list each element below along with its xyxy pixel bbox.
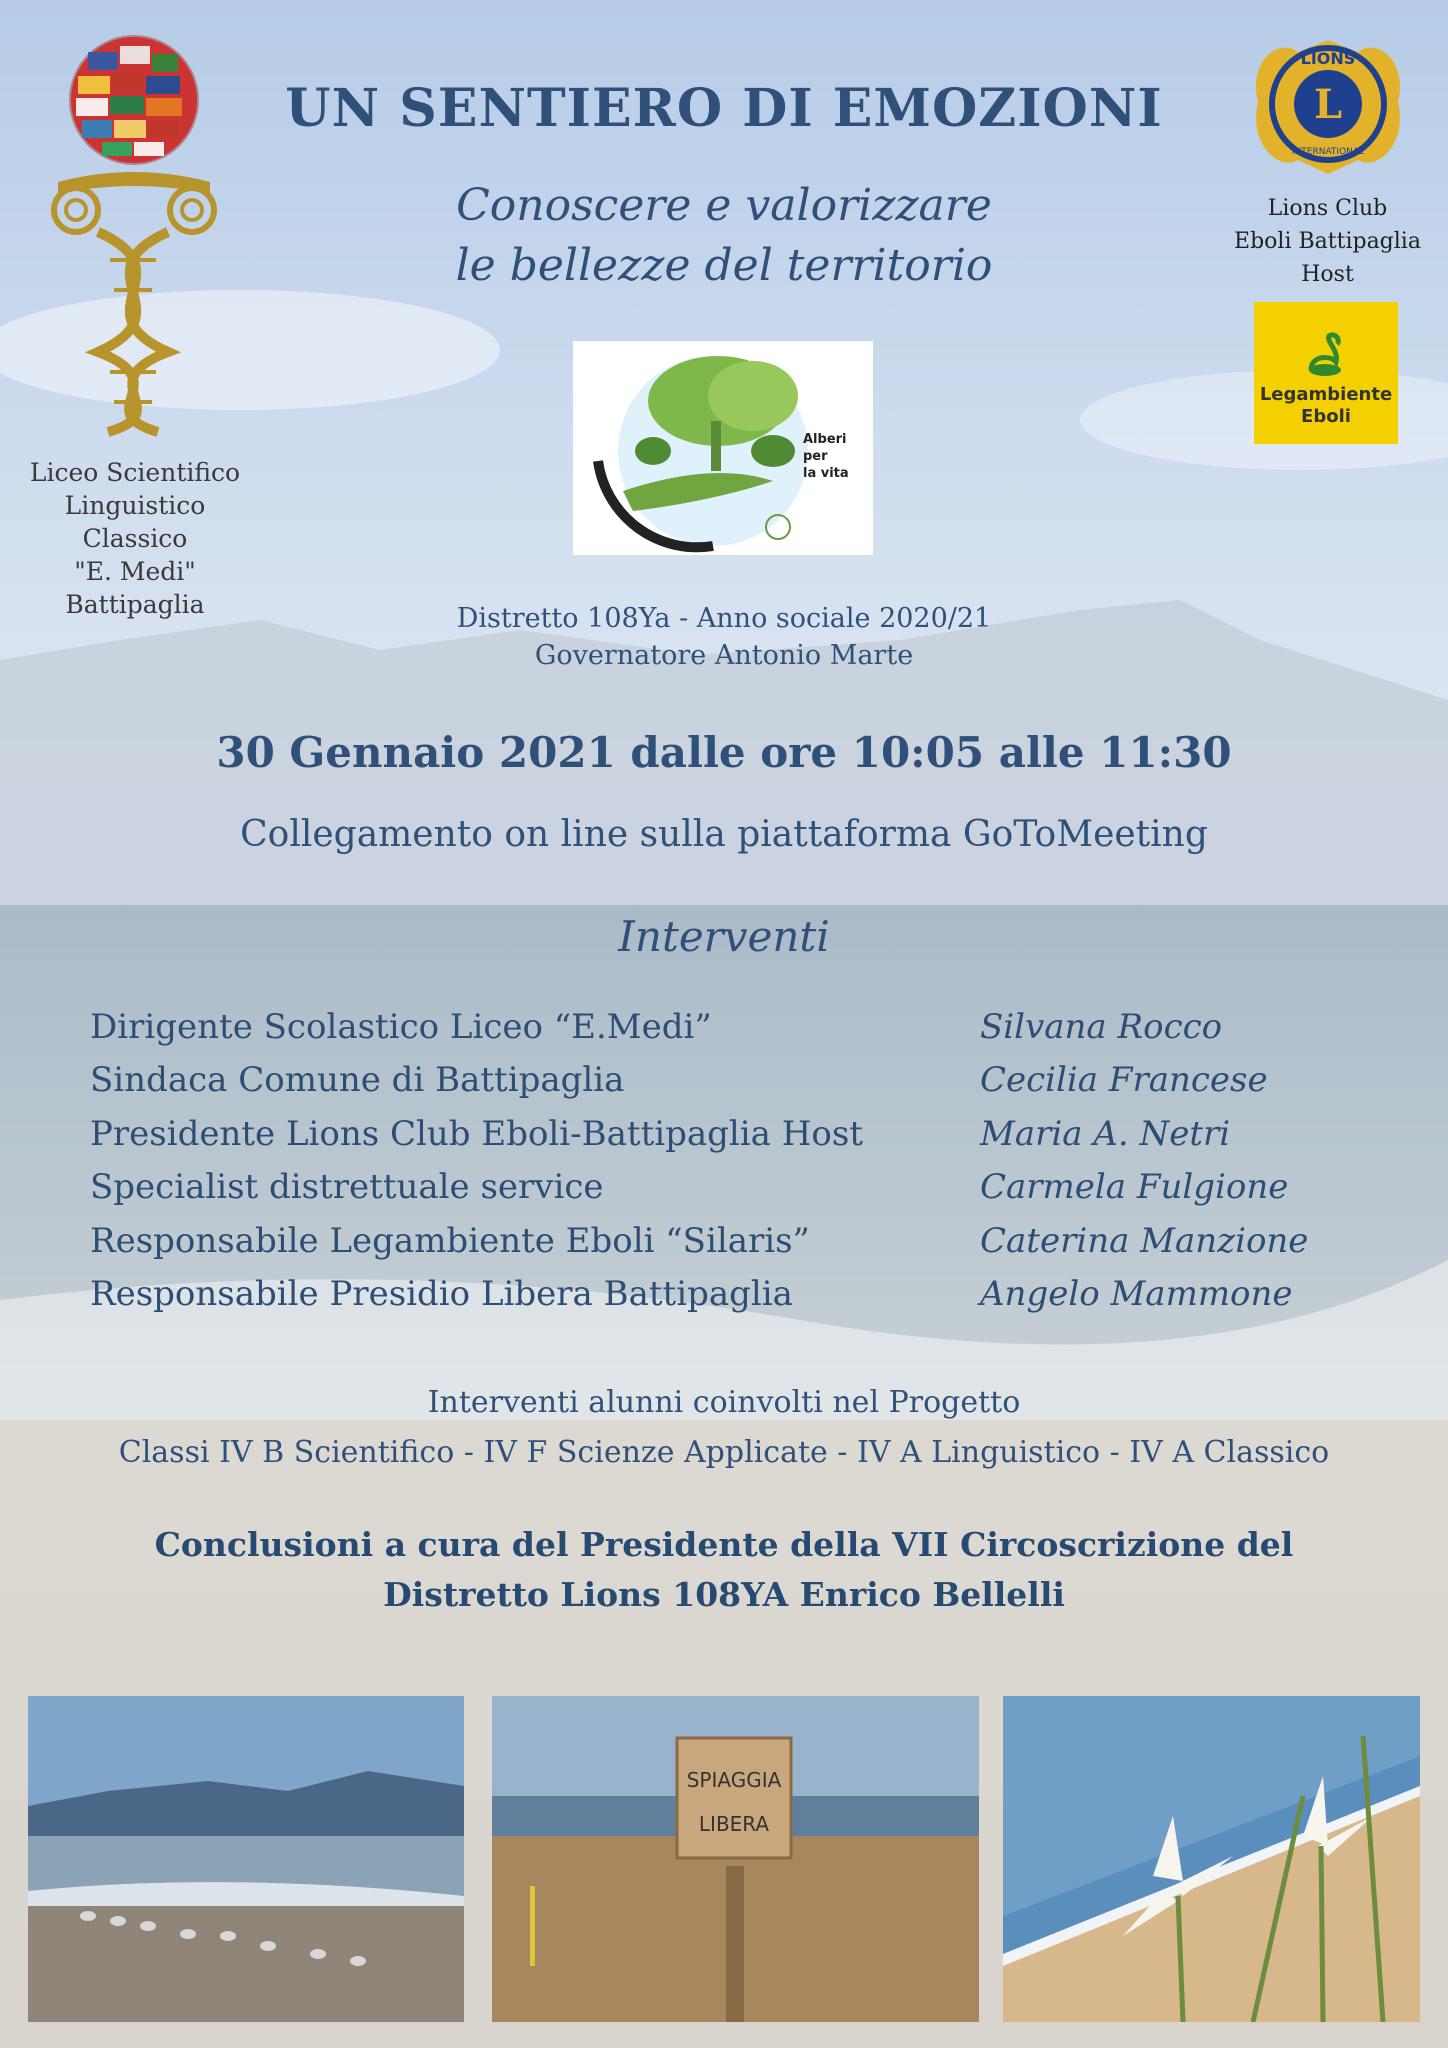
conclusions-line: Distretto Lions 108YA Enrico Bellelli (383, 1575, 1065, 1614)
district-line: Distretto 108Ya - Anno sociale 2020/21 (456, 603, 992, 634)
lions-label-line: Eboli Battipaglia Host (1234, 229, 1421, 287)
liceo-label-line: Linguistico (64, 491, 206, 520)
conclusions-info (100, 1520, 1348, 1620)
speaker-role: Dirigente Scolastico Liceo “E.Medi” (90, 1006, 712, 1047)
sign-line: LIBERA (698, 1812, 770, 1836)
district-info (300, 600, 1148, 674)
liceo-label-line: Classico (82, 524, 188, 553)
speaker-row (90, 1161, 1390, 1215)
interventi-heading: Interventi (618, 912, 830, 961)
liceo-label-line: Liceo Scientifico (29, 458, 241, 487)
students-info (40, 1378, 1408, 1478)
alberi-per-la-vita-logo (573, 341, 873, 555)
speaker-row (90, 1000, 1390, 1054)
speaker-name: Maria A. Netri (980, 1113, 1231, 1154)
spiaggia-libera-photo (492, 1696, 979, 2022)
speaker-row (90, 1214, 1390, 1268)
poster-subtitle (280, 176, 1168, 296)
speaker-role: Responsabile Presidio Libera Battipaglia (90, 1274, 793, 1315)
students-line: Interventi alunni coinvolti nel Progetto (427, 1385, 1021, 1420)
event-online-info: Collegamento on line sulla piattaforma GoToMeeting (240, 814, 1208, 855)
speaker-row (90, 1054, 1390, 1108)
sea-lily-photo (1003, 1696, 1420, 2022)
legambiente-city: Eboli (1301, 406, 1351, 427)
event-date: 30 Gennaio 2021 dalle ore 10:05 alle 11:30 (216, 728, 1232, 777)
subtitle-line: Conoscere e valorizzare (456, 180, 992, 231)
speaker-name: Angelo Mammone (980, 1274, 1293, 1315)
governor-line: Governatore Antonio Marte (534, 640, 914, 671)
legambiente-name: Legambiente (1259, 384, 1393, 405)
swan-icon (1301, 330, 1351, 380)
speaker-role: Sindaca Comune di Battipaglia (90, 1060, 625, 1101)
classes-line: Classi IV B Scientifico - IV F Scienze Applicate - IV A Linguistico - IV A Classico (118, 1435, 1330, 1470)
lions-emblem-letter: L (1313, 81, 1343, 128)
lions-logo (1248, 32, 1408, 182)
speaker-name: Caterina Manzione (980, 1220, 1309, 1261)
speaker-name: Cecilia Francese (980, 1060, 1268, 1101)
subtitle-line: le bellezze del territorio (455, 240, 993, 291)
conclusions-line: Conclusioni a cura del Presidente della VII Circoscrizione del (154, 1525, 1294, 1564)
legambiente-logo (1254, 302, 1398, 444)
speaker-role: Presidente Lions Club Eboli-Battipaglia Host (90, 1113, 863, 1154)
lions-label (1210, 192, 1445, 291)
speaker-name: Silvana Rocco (980, 1006, 1223, 1047)
liceo-label (10, 456, 260, 621)
lions-emblem-bottom: INTERNATIONAL (1291, 147, 1365, 157)
lions-label-line: Lions Club (1267, 196, 1388, 221)
beach-birds-photo (28, 1696, 464, 2022)
speaker-role: Responsabile Legambiente Eboli “Silaris” (90, 1220, 810, 1261)
speaker-row (90, 1107, 1390, 1161)
speaker-name: Carmela Fulgione (980, 1167, 1289, 1208)
sign-line: SPIAGGIA (686, 1768, 782, 1792)
liceo-label-line: "E. Medi" (74, 557, 196, 586)
poster-title: UN SENTIERO DI EMOZIONI (285, 78, 1163, 139)
alberi-text-line: Alberi per (803, 432, 847, 464)
speaker-row (90, 1268, 1390, 1322)
lions-emblem-text: LIONS (1300, 49, 1356, 68)
alberi-text-line: la vita (803, 466, 849, 481)
speaker-role: Specialist distrettuale service (90, 1167, 604, 1208)
liceo-label-line: Battipaglia (65, 590, 205, 619)
speakers-list (90, 1000, 1390, 1321)
